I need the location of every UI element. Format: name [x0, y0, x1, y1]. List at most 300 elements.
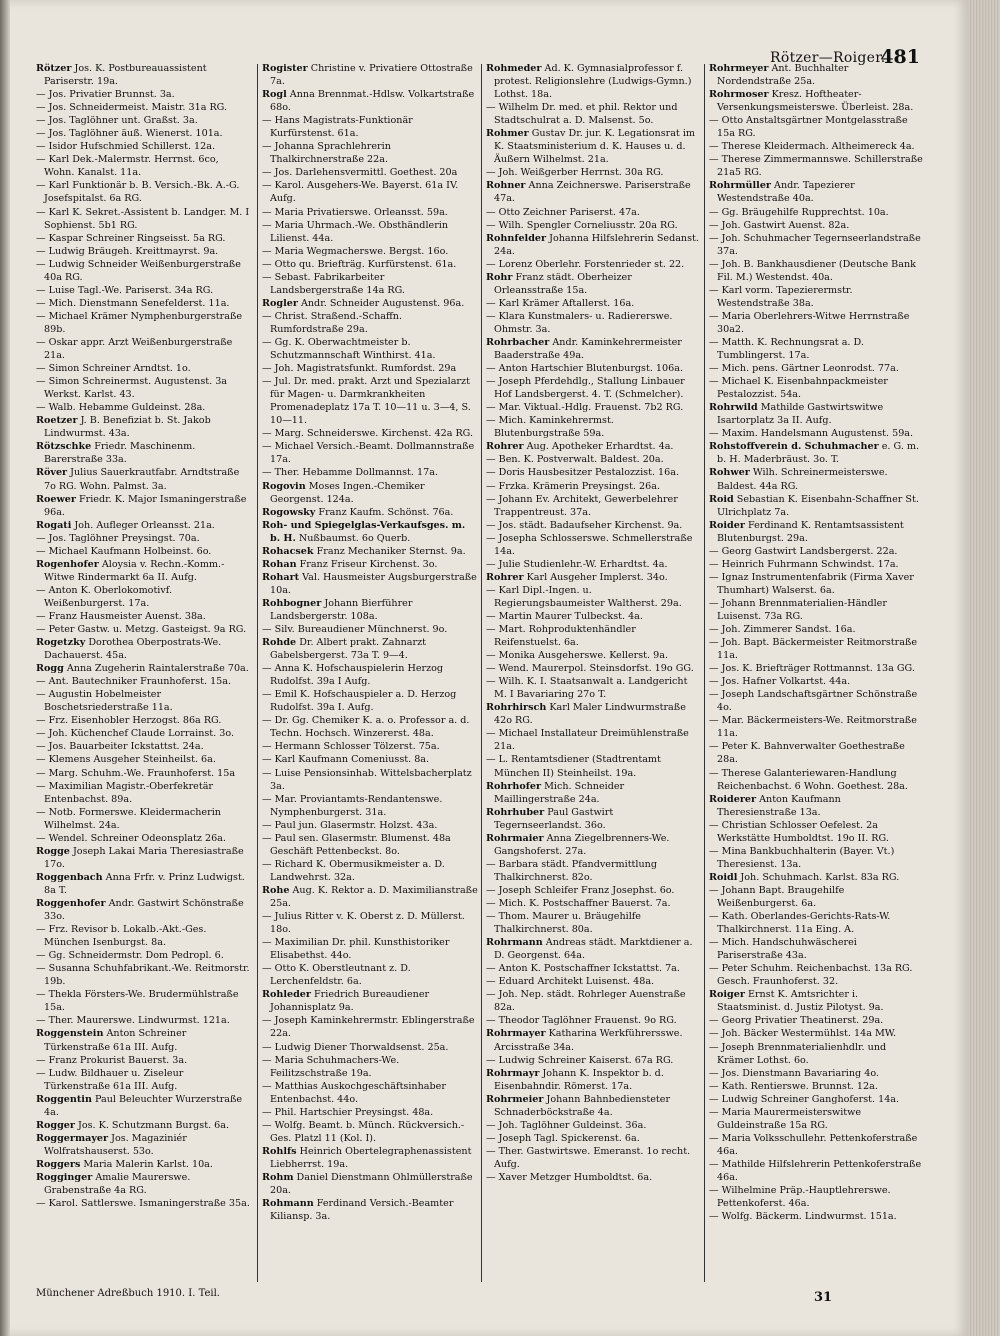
directory-entry — [36, 532, 252, 545]
surname-heading: Rötzer — [36, 63, 72, 74]
entry-text: — Mart. Rohproduktenhändler Reifenstuelst. 6a. — [486, 624, 636, 649]
entry-text: Franz Mechaniker Sternst. 9a. — [313, 545, 466, 557]
entry-text: Anna Brennmat.-Hdlsw. Volkartstraße 68o. — [270, 89, 475, 114]
directory-entry — [709, 910, 923, 936]
entry-text: — Johann Brennmaterialien-Händler Luisenst. 73a RG. — [709, 597, 887, 622]
directory-entry — [486, 101, 702, 127]
entry-text: Friedrich Bureaudiener Johannisplatz 9a. — [270, 989, 430, 1014]
entry-text: — Ther. Maurerswe. Lindwurmst. 121a. — [36, 1015, 230, 1027]
directory-entry — [262, 362, 478, 375]
surname-heading: Roidl — [709, 871, 738, 883]
surname-heading: Roider — [709, 519, 745, 531]
entry-text: — Jos. städt. Badaufseher Kirchenst. 9a. — [486, 519, 683, 531]
entry-text: Johann Bahnbediensteter Schnaderböckstraße 4a. — [494, 1093, 671, 1118]
directory-entry — [262, 988, 478, 1014]
entry-text: — Doris Hausbesitzer Pestalozzist. 16a. — [486, 467, 680, 479]
entry-text: Dorothea Oberpostrats-We. Dachauerst. 45a. — [44, 637, 222, 662]
surname-heading: Roh- und Spiegelglas-Verkaufsges. m. b. H. — [262, 519, 466, 544]
directory-entry — [486, 1067, 702, 1093]
directory-entry — [486, 936, 702, 962]
entry-text: — Joh. B. Bankhausdiener (Deutsche Bank Fil. M.) Westendst. 40a. — [709, 258, 916, 283]
entry-text: — Anton K. Postschaffner Ickstattst. 7a. — [486, 963, 680, 975]
entry-text: Mich. Schneider Maillingerstraße 24a. — [494, 780, 625, 805]
entry-text: — Johann Bapt. Braugehilfe Weißenburgerst. 6a. — [709, 884, 845, 909]
entry-text: Heinrich Obertelegraphenassistent Liebherrst. 19a. — [270, 1145, 472, 1170]
entry-text: — Mich. Handschuhwäscherei Pariserstraße 43a. — [709, 937, 857, 962]
directory-entry — [709, 493, 923, 519]
entry-text: — Georg Gastwirt Landsbergerst. 22a. — [709, 545, 898, 557]
directory-entry — [36, 727, 252, 740]
directory-entry — [709, 819, 923, 845]
directory-entry — [709, 558, 923, 571]
entry-text: — Joseph Landschaftsgärtner Schönstraße 4o. — [709, 689, 918, 714]
entry-text: — Peter Gastw. u. Metzg. Gasteigst. 9a RG. — [36, 624, 247, 636]
entry-text: — Notb. Formerswe. Kleidermacherin Wilhelmst. 24a. — [36, 806, 221, 831]
entry-text: Gustav Dr. jur. K. Legationsrat im K. Staatsministerium d. K. Hauses u. d. Äußern Wilhelmst. 21a. — [494, 128, 695, 166]
directory-entry — [36, 284, 252, 297]
directory-entry — [262, 466, 478, 479]
directory-entry — [36, 362, 252, 375]
directory-entry — [262, 1054, 478, 1080]
directory-entry — [36, 310, 252, 336]
surname-heading: Roggers — [36, 1158, 81, 1170]
directory-entry — [709, 1067, 923, 1080]
entry-text: — Ludwig Diener Thorwaldsenst. 25a. — [262, 1041, 449, 1053]
entry-text: — Therese Galanteriewaren-Handlung Reichenbachst. 6 Wohn. Goethest. 28a. — [709, 767, 908, 792]
surname-heading: Rogowsky — [262, 506, 316, 518]
directory-entry — [36, 845, 252, 871]
column-rule — [704, 64, 705, 1282]
surname-heading: Rohrbacher — [486, 336, 550, 348]
directory-entry — [486, 1119, 702, 1132]
directory-entry — [262, 1014, 478, 1040]
entry-text: — Ther. Hebamme Dollmannst. 17a. — [262, 467, 438, 479]
directory-entry — [36, 1158, 252, 1171]
directory-entry — [262, 297, 478, 310]
directory-column-1 — [36, 62, 252, 1284]
directory-entry — [486, 897, 702, 910]
directory-entry — [486, 988, 702, 1014]
directory-entry — [36, 140, 252, 153]
entry-text: — Joh. Weißgerber Herrnst. 30a RG. — [486, 167, 664, 179]
entry-text: Maria Malerin Karlst. 10a. — [80, 1158, 213, 1170]
entry-text: Ferdinand K. Rentamtsassistent Blutenburgst. 29a. — [717, 519, 904, 544]
entry-text: — Joh. Bapt. Bäckermeister Reitmorstraße 11a. — [709, 637, 918, 662]
entry-text: Andr. Kaminkehrermeister Baaderstraße 49a. — [494, 336, 682, 362]
entry-text: — Kath. Oberlandes-Gerichts-Rats-W. Thalkirchnerst. 11a Eing. A. — [709, 911, 891, 936]
entry-text: — Peter K. Bahnverwalter Goethestraße 28a. — [709, 741, 905, 766]
entry-text: — Mich. K. Postschaffner Bauerst. 7a. — [486, 898, 671, 909]
directory-entry — [262, 740, 478, 753]
directory-entry — [36, 623, 252, 636]
directory-entry — [262, 258, 478, 271]
entry-text: — Mar. Viktual.-Hdlg. Frauenst. 7b2 RG. — [486, 402, 684, 414]
surname-heading: Rohrmeyer — [709, 63, 769, 74]
entry-text: Paul Gastwirt Tegernseerlandst. 36o. — [494, 806, 614, 831]
surname-heading: Rohrmaier — [486, 832, 544, 844]
entry-text: — Joh. Bäcker Westermühlst. 14a MW. — [709, 1028, 897, 1040]
entry-text: Anton Schreiner Türkenstraße 61a III. Aufg. — [44, 1028, 187, 1053]
surname-heading: Rohrmoser — [709, 89, 769, 101]
surname-heading: Rohrhirsch — [486, 702, 547, 714]
directory-entry — [262, 884, 478, 910]
entry-text: — Ant. Bautechniker Fraunhoferst. 15a. — [36, 676, 232, 688]
entry-text: — Karl K. Sekret.-Assistent b. Landger. M. I Sophienst. 5b1 RG. — [36, 206, 250, 231]
entry-text: — Monika Ausgeherswe. Kellerst. 9a. — [486, 650, 669, 662]
entry-text: — Michael Versich.-Beamt. Dollmannstraße 17a. — [262, 441, 475, 466]
directory-entry — [486, 806, 702, 832]
directory-entry — [709, 401, 923, 427]
entry-text: Ernst K. Amtsrichter i. Staatsminist. d. Justiz Pilotyst. 9a. — [717, 989, 884, 1014]
directory-entry — [36, 832, 252, 845]
directory-entry — [36, 375, 252, 401]
directory-entry — [486, 727, 702, 753]
entry-text: — Wolfg. Bäckerm. Lindwurmst. 151a. — [709, 1211, 897, 1223]
directory-entry — [36, 519, 252, 532]
column-rule — [257, 64, 258, 1282]
directory-entry — [709, 179, 923, 205]
directory-entry — [709, 1132, 923, 1158]
directory-entry — [36, 1027, 252, 1053]
entry-text: — Joseph Pferdehdlg., Stallung Linbauer Hof Landsbergerst. 4. T. (Schmelcher). — [486, 376, 685, 401]
directory-entry — [36, 127, 252, 140]
directory-entry — [262, 336, 478, 362]
surname-heading: Rohart — [262, 571, 300, 583]
directory-entry — [262, 714, 478, 740]
directory-entry — [709, 1014, 923, 1027]
directory-entry — [486, 832, 702, 858]
entry-text: — Thekla Försters-We. Brudermühlstraße 15a. — [36, 989, 239, 1014]
entry-text: — Silv. Bureaudiener Münchnerst. 9o. — [262, 624, 448, 636]
entry-text: Johann K. Inspektor b. d. Eisenbahndir. Römerst. 17a. — [494, 1067, 664, 1092]
directory-entry — [709, 662, 923, 675]
entry-text: — Karol. Ausgehers-We. Bayerst. 61a IV. Aufg. — [262, 180, 459, 205]
entry-text: — Maria Volksschullehr. Pettenkoferstraße 46a. — [709, 1132, 918, 1157]
directory-entry — [709, 545, 923, 558]
surname-heading: Rohmeder — [486, 63, 542, 74]
entry-text: Andreas städt. Marktdiener a. D. Georgenst. 64a. — [494, 937, 693, 962]
entry-text: — Otto Zeichner Pariserst. 47a. — [486, 206, 640, 218]
directory-entry — [486, 519, 702, 532]
surname-heading: Roggermayer — [36, 1132, 109, 1144]
surname-heading: Rogovin — [262, 480, 306, 492]
entry-text: Andr. Schneider Augustenst. 96a. — [297, 297, 465, 309]
directory-entry — [709, 1093, 923, 1106]
entry-text: — Karl Kaufmann Comeniusst. 8a. — [262, 754, 430, 766]
surname-heading: Rogister — [262, 63, 308, 74]
entry-text: — Jos. Bauarbeiter Ickstattst. 24a. — [36, 741, 204, 753]
entry-text: Anna Ziegelbrenners-We. Gangshoferst. 27a. — [494, 832, 670, 857]
directory-entry — [262, 440, 478, 466]
directory-entry — [486, 623, 702, 649]
directory-entry — [486, 440, 702, 453]
entry-text: — Susanna Schuhfabrikant.-We. Reitmorstr. 19b. — [36, 963, 250, 988]
entry-text: — Theodor Taglöhner Frauenst. 9o RG. — [486, 1015, 677, 1027]
directory-entry — [36, 101, 252, 114]
entry-text: Val. Hausmeister Augsburgerstraße 10a. — [270, 571, 477, 596]
entry-text: — Frz. Revisor b. Lokalb.-Akt.-Ges. München Isenburgst. 8a. — [36, 924, 207, 949]
directory-entry — [709, 988, 923, 1014]
directory-entry — [36, 1197, 252, 1210]
entry-text: — Frzka. Krämerin Preysingst. 26a. — [486, 480, 661, 492]
directory-entry — [36, 584, 252, 610]
directory-entry — [709, 258, 923, 284]
directory-entry — [262, 519, 478, 545]
directory-entry — [709, 636, 923, 662]
directory-entry — [262, 179, 478, 205]
directory-entry — [262, 62, 478, 88]
directory-entry — [36, 753, 252, 766]
directory-entry — [486, 453, 702, 466]
directory-entry — [486, 1093, 702, 1119]
directory-entry — [486, 232, 702, 258]
entry-text: — Gg. Bräugehilfe Rupprechtst. 10a. — [709, 206, 889, 218]
running-head: Rötzer—Roiger. — [770, 50, 886, 66]
entry-text: Joseph Lakai Maria Theresiastraße 17o. — [44, 845, 244, 870]
directory-entry — [486, 62, 702, 101]
entry-text: — Karl Dipl.-Ingen. u. Regierungsbaumeister Waltherst. 29a. — [486, 584, 682, 609]
directory-entry — [709, 884, 923, 910]
book-gutter — [0, 0, 10, 1336]
directory-entry — [709, 688, 923, 714]
directory-entry — [486, 219, 702, 232]
entry-text: — Therese Zimmermannswe. Schillerstraße 21a5 RG. — [709, 154, 923, 179]
directory-entry — [486, 610, 702, 623]
directory-entry — [262, 1171, 478, 1197]
page-block-edge — [968, 0, 1000, 1336]
directory-entry — [36, 336, 252, 362]
surname-heading: Rogler — [262, 297, 298, 309]
entry-text: — Emil K. Hofschauspieler a. D. Herzog Rudolfst. 39a I. Aufg. — [262, 689, 457, 714]
directory-entry — [486, 780, 702, 806]
directory-entry — [486, 166, 702, 179]
surname-heading: Rohrmayr — [486, 1067, 540, 1079]
entry-text: Katharina Werkführersswe. Arcisstraße 34a. — [494, 1028, 683, 1053]
directory-entry — [486, 1054, 702, 1067]
directory-entry — [36, 636, 252, 662]
entry-text: Anna Zugeherin Raintalerstraße 70a. — [63, 663, 249, 675]
surname-heading: Rohrmayer — [486, 1028, 546, 1040]
directory-entry — [709, 519, 923, 545]
directory-entry — [709, 845, 923, 871]
directory-entry — [709, 571, 923, 597]
directory-entry — [709, 1184, 923, 1210]
directory-entry — [262, 962, 478, 988]
surname-heading: Rohan — [262, 558, 297, 570]
directory-entry — [262, 545, 478, 558]
entry-text: — Joseph Kaminkehrermstr. Eblingerstraße 22a. — [262, 1015, 475, 1040]
entry-text: Karl Ausgeher Implerst. 34o. — [523, 571, 668, 583]
directory-entry — [709, 310, 923, 336]
directory-entry — [262, 936, 478, 962]
surname-heading: Rohrmeier — [486, 1093, 544, 1105]
surname-heading: Roiderer — [709, 793, 757, 805]
directory-entry — [486, 1145, 702, 1171]
directory-entry — [262, 206, 478, 219]
directory-entry — [36, 1054, 252, 1067]
entry-text: Aug. K. Rektor a. D. Maximilianstraße 25a. — [270, 884, 478, 909]
entry-text: — Gg. K. Oberwachtmeister b. Schutzmannschaft Winthirst. 41a. — [262, 336, 436, 362]
entry-text: Anton Kaufmann Theresienstraße 13a. — [717, 793, 841, 818]
directory-entry — [262, 166, 478, 179]
directory-entry — [36, 780, 252, 806]
directory-entry — [262, 88, 478, 114]
entry-text: — Joh. Taglöhner Guldeinst. 36a. — [486, 1119, 647, 1131]
entry-text: — Maria Privatierswe. Orleansst. 59a. — [262, 206, 448, 218]
directory-entry — [709, 219, 923, 232]
directory-entry — [486, 466, 702, 479]
directory-entry — [709, 1027, 923, 1040]
entry-text: — Sebast. Fabrikarbeiter Landsbergerstraße 14a RG. — [262, 271, 405, 296]
directory-entry — [709, 1041, 923, 1067]
entry-text: — Simon Schreinermst. Augustenst. 3a Werkst. Karlst. 43. — [36, 376, 228, 401]
entry-text: — L. Rentamtsdiener (Stadtrentamt München II) Steinheilst. 19a. — [486, 754, 661, 779]
directory-column-4 — [709, 62, 923, 1284]
entry-text: — Karl Dek.-Malermstr. Herrnst. 6co, Wohn. Kanalst. 11a. — [36, 154, 219, 179]
directory-entry — [486, 1132, 702, 1145]
directory-entry — [709, 153, 923, 179]
directory-entry — [709, 62, 923, 88]
directory-entry — [36, 1093, 252, 1119]
entry-text: Nußbaumst. 6o Querb. — [295, 532, 411, 544]
entry-text: Anna Frfr. v. Prinz Ludwigst. 8a T. — [44, 871, 245, 896]
entry-text: Julius Sauerkrautfabr. Arndtstraße 7o RG. Wohn. Palmst. 3a. — [44, 467, 240, 492]
directory-entry — [709, 740, 923, 766]
directory-entry — [709, 232, 923, 258]
entry-text: — Paul sen. Glasermstr. Blumenst. 48a Geschäft Pettenbeckst. 8o. — [262, 832, 451, 857]
directory-entry — [262, 1080, 478, 1106]
entry-text: — Maximilian Magistr.-Oberfekretär Entenbachst. 89a. — [36, 780, 214, 805]
directory-column-3 — [486, 62, 702, 1284]
entry-text: — Marg. Schuhm.-We. Fraunhoferst. 15a — [36, 767, 236, 779]
directory-entry — [262, 832, 478, 858]
entry-text: Daniel Dienstmann Ohlmüllerstraße 20a. — [270, 1171, 473, 1197]
entry-text: — Wilhelmine Präp.-Hauptlehrerswe. Pettenkoferst. 46a. — [709, 1185, 891, 1210]
entry-text: — Mar. Bäckermeisters-We. Reitmorstraße 11a. — [709, 715, 917, 740]
entry-text: — Mina Bankbuchhalterin (Bayer. Vt.) Theresienst. 13a. — [709, 845, 895, 870]
directory-entry — [36, 714, 252, 727]
directory-entry — [486, 884, 702, 897]
entry-text: Franz Kaufm. Schönst. 76a. — [315, 506, 454, 518]
directory-entry — [262, 219, 478, 245]
entry-text: — Jos. Darlehensvermittl. Goethest. 20a — [262, 167, 458, 179]
entry-text: — Klara Kunstmalers- u. Radiererswe. Ohmstr. 3a. — [486, 310, 673, 335]
directory-entry — [709, 140, 923, 153]
surname-heading: Rohleder — [262, 989, 311, 1001]
entry-text: — Joh. Schuhmacher Tegernseerlandstraße 37a. — [709, 232, 921, 257]
surname-heading: Roggenbach — [36, 871, 103, 883]
directory-entry — [486, 480, 702, 493]
footer-imprint: Münchener Adreßbuch 1910. I. Teil. — [36, 1288, 220, 1299]
entry-text: — Xaver Metzger Humboldtst. 6a. — [486, 1171, 653, 1183]
entry-text: — Karl Funktionär b. B. Versich.-Bk. A.-G. Josefspitalst. 6a RG. — [36, 180, 240, 205]
surname-heading: Rohstoffverein d. Schuhmacher — [709, 441, 879, 453]
directory-entry — [36, 297, 252, 310]
directory-entry — [36, 610, 252, 623]
surname-heading: Rohnfelder — [486, 232, 547, 244]
directory-entry — [262, 310, 478, 336]
entry-text: J. B. Benefiziat b. St. Jakob Lindwurmst. 43a. — [44, 415, 211, 440]
directory-entry — [262, 427, 478, 440]
entry-text: — Joseph Brennmaterialienhdlr. und Krämer Lothst. 6o. — [709, 1041, 887, 1066]
entry-text: — Mathilde Hilfslehrerin Pettenkoferstraße 46a. — [709, 1158, 922, 1183]
entry-text: — Karl vorm. Tapezierermstr. Westendstraße 38a. — [709, 284, 853, 309]
directory-entry — [262, 245, 478, 258]
directory-entry — [486, 493, 702, 519]
directory-entry — [262, 480, 478, 506]
directory-entry — [709, 206, 923, 219]
directory-entry — [262, 506, 478, 519]
directory-entry — [486, 1171, 702, 1184]
directory-entry — [486, 258, 702, 271]
directory-entry — [262, 1106, 478, 1119]
entry-text: — Barbara städt. Pfandvermittlung Thalkirchnerst. 82o. — [486, 858, 657, 883]
entry-text: — Michael Krämer Nymphenburgerstraße 89b. — [36, 310, 243, 335]
page-number: 481 — [880, 46, 920, 68]
surname-heading: Roid — [709, 493, 734, 505]
directory-entry — [709, 962, 923, 988]
directory-entry — [709, 623, 923, 636]
entry-text: — Franz Hausmeister Auenst. 38a. — [36, 610, 206, 622]
directory-entry — [709, 440, 923, 466]
directory-entry — [262, 636, 478, 662]
surname-heading: Rogginger — [36, 1171, 93, 1183]
entry-text: — Joseph Schleifer Franz Josephst. 6o. — [486, 884, 675, 896]
directory-entry — [36, 245, 252, 258]
entry-text: — Mich. Kaminkehrermst. Blutenburgstraße 59a. — [486, 415, 614, 440]
entry-text: — Maximilian Dr. phil. Kunsthistoriker Elisabethst. 44o. — [262, 937, 450, 962]
entry-text: — Gg. Schneidermstr. Dom Pedropl. 6. — [36, 950, 224, 962]
surname-heading: Rohm — [262, 1171, 294, 1183]
directory-entry — [262, 375, 478, 427]
directory-entry — [262, 793, 478, 819]
directory-entry — [36, 923, 252, 949]
entry-text: — Joh. Magistratsfunkt. Rumfordst. 29a — [262, 363, 457, 375]
surname-heading: Rohde — [262, 637, 297, 649]
entry-text: — Anton Hartschier Blutenburgst. 106a. — [486, 363, 684, 375]
directory-entry — [262, 1041, 478, 1054]
entry-text: — Klemens Ausgeher Steinheilst. 6a. — [36, 754, 216, 766]
entry-text: Franz städt. Oberheizer Orleansstraße 15a. — [494, 271, 632, 296]
directory-entry — [709, 675, 923, 688]
directory-column-2 — [262, 62, 478, 1284]
entry-text: Ant. Buchhalter Nordendstraße 25a. — [717, 63, 849, 88]
surname-heading: Rohe — [262, 884, 290, 896]
surname-heading: Roggenhofer — [36, 898, 106, 909]
directory-entry — [486, 401, 702, 414]
entry-text: — Matthias Auskochgeschäftsinhaber Entenbachst. 44o. — [262, 1080, 446, 1105]
directory-entry — [36, 740, 252, 753]
surname-heading: Roetzer — [36, 415, 78, 427]
entry-text: Aloysia v. Rechn.-Komm.-Witwe Rindermarkt 6a II. Aufg. — [44, 558, 225, 583]
directory-entry — [262, 858, 478, 884]
entry-text: — Otto K. Oberstleutnant z. D. Lerchenfeldstr. 6a. — [262, 963, 411, 988]
entry-text: — Anton K. Oberlokomotivf. Weißenburgerst. 17a. — [36, 584, 173, 609]
directory-entry — [486, 336, 702, 362]
entry-text: Franz Friseur Kirchenst. 3o. — [296, 558, 438, 570]
entry-text: Friedr. K. Major Ismaningerstraße 96a. — [44, 493, 247, 518]
surname-heading: Rogger — [36, 1119, 75, 1131]
entry-text: — Paul jun. Glasermstr. Holzst. 43a. — [262, 819, 438, 831]
surname-heading: Rötzschke — [36, 441, 92, 453]
directory-entry — [486, 910, 702, 936]
directory-entry — [36, 440, 252, 466]
directory-entry — [486, 558, 702, 571]
directory-entry — [709, 871, 923, 884]
entry-text: — Ludwig Schneider Weißenburgerstraße 40a RG. — [36, 258, 241, 283]
directory-entry — [262, 688, 478, 714]
directory-entry — [36, 675, 252, 688]
